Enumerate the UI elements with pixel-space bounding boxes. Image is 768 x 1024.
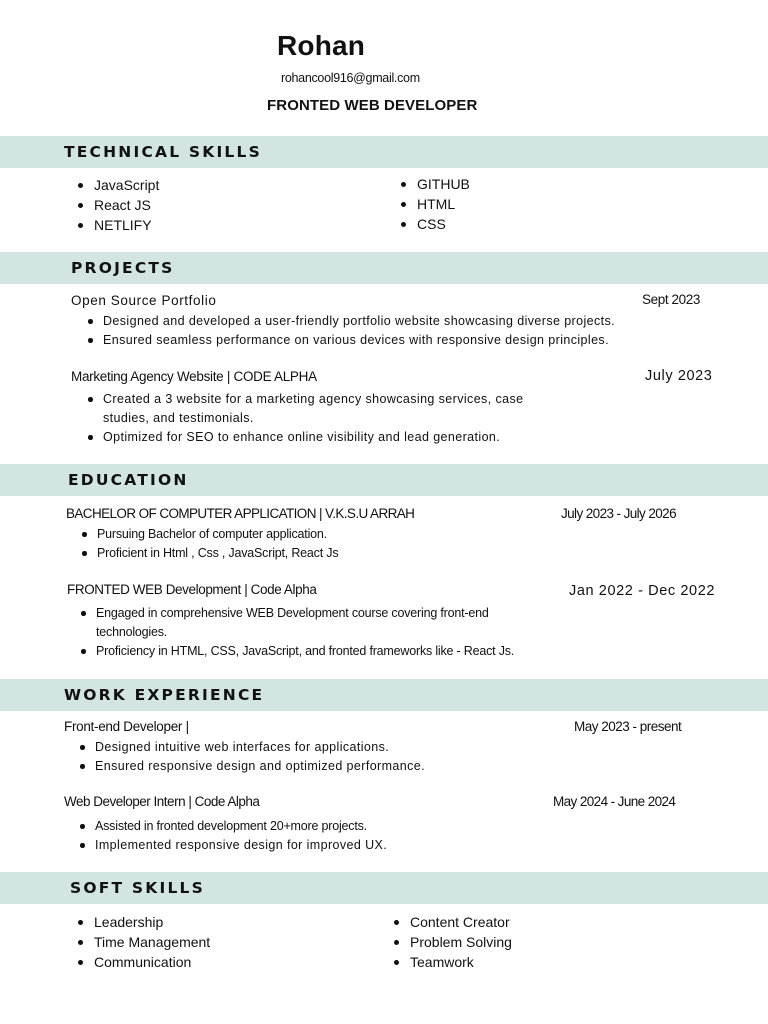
section-title: SOFT SKILLS	[70, 879, 205, 897]
project-bullets	[87, 390, 567, 447]
education-date: Jan 2022 - Dec 2022	[569, 583, 716, 599]
education-bullets	[81, 525, 581, 563]
technical-skills-band	[0, 136, 768, 168]
section-title: PROJECTS	[71, 259, 175, 277]
skill-item: GITHUB	[399, 174, 470, 194]
bullet-item: Implemented responsive design for improved UX.	[79, 836, 579, 855]
soft-skills-left-list	[76, 912, 210, 972]
section-title: WORK EXPERIENCE	[64, 686, 265, 704]
work-title: Front-end Developer |	[64, 719, 189, 734]
technical-skills-right-list	[399, 174, 470, 234]
education-title: FRONTED WEB Development | Code Alpha	[67, 582, 317, 597]
skill-item: Problem Solving	[392, 932, 512, 952]
work-title: Web Developer Intern | Code Alpha	[64, 794, 260, 809]
education-bullets	[80, 604, 540, 661]
work-date: May 2024 - June 2024	[553, 794, 676, 809]
bullet-item: Engaged in comprehensive WEB Development course covering front-end technologies.	[80, 604, 540, 642]
bullet-item: Ensured responsive design and optimized performance.	[79, 757, 579, 776]
skill-item: NETLIFY	[76, 215, 159, 235]
bullet-item: Designed intuitive web interfaces for applications.	[79, 738, 579, 757]
work-bullets	[79, 817, 579, 855]
skill-item: Leadership	[76, 912, 210, 932]
section-title: EDUCATION	[68, 471, 189, 489]
bullet-item: Designed and developed a user-friendly portfolio website showcasing diverse projects.	[87, 312, 707, 331]
bullet-item: Optimized for SEO to enhance online visibility and lead generation.	[87, 428, 567, 447]
skill-item: JavaScript	[76, 175, 159, 195]
job-role: FRONTED WEB DEVELOPER	[267, 97, 478, 114]
bullet-item: Proficiency in HTML, CSS, JavaScript, and fronted frameworks like - React Js.	[80, 642, 540, 661]
skill-item: Communication	[76, 952, 210, 972]
skill-item: Time Management	[76, 932, 210, 952]
projects-band	[0, 252, 768, 284]
bullet-item: Ensured seamless performance on various devices with responsive design principles.	[87, 331, 707, 350]
education-band	[0, 464, 768, 496]
education-title: BACHELOR OF COMPUTER APPLICATION | V.K.S.U ARRAH	[66, 506, 415, 521]
bullet-item: Proficient in Html , Css , JavaScript, React Js	[81, 544, 581, 563]
skill-item: HTML	[399, 194, 470, 214]
skill-item: React JS	[76, 195, 159, 215]
bullet-item: Pursuing Bachelor of computer application.	[81, 525, 581, 544]
work-experience-band	[0, 679, 768, 711]
candidate-name: Rohan	[277, 30, 366, 61]
section-title: TECHNICAL SKILLS	[64, 143, 262, 161]
email-address[interactable]: rohancool916@gmail.com	[281, 71, 420, 85]
soft-skills-right-list	[392, 912, 512, 972]
skill-item: CSS	[399, 214, 470, 234]
bullet-item: Created a 3 website for a marketing agency showcasing services, case studies, and testimonials.	[87, 390, 567, 428]
project-title: Marketing Agency Website | CODE ALPHA	[71, 369, 317, 384]
bullet-item: Assisted in fronted development 20+more projects.	[79, 817, 579, 836]
project-date: Sept 2023	[642, 292, 700, 307]
skill-item: Content Creator	[392, 912, 512, 932]
work-date: May 2023 - present	[574, 719, 682, 734]
skill-item: Teamwork	[392, 952, 512, 972]
work-bullets	[79, 738, 579, 776]
soft-skills-band	[0, 872, 768, 904]
project-title: Open Source Portfolio	[71, 293, 217, 308]
project-bullets	[87, 312, 707, 350]
technical-skills-left-list	[76, 175, 159, 235]
education-date: July 2023 - July 2026	[561, 506, 676, 521]
project-date: July 2023	[645, 368, 713, 384]
